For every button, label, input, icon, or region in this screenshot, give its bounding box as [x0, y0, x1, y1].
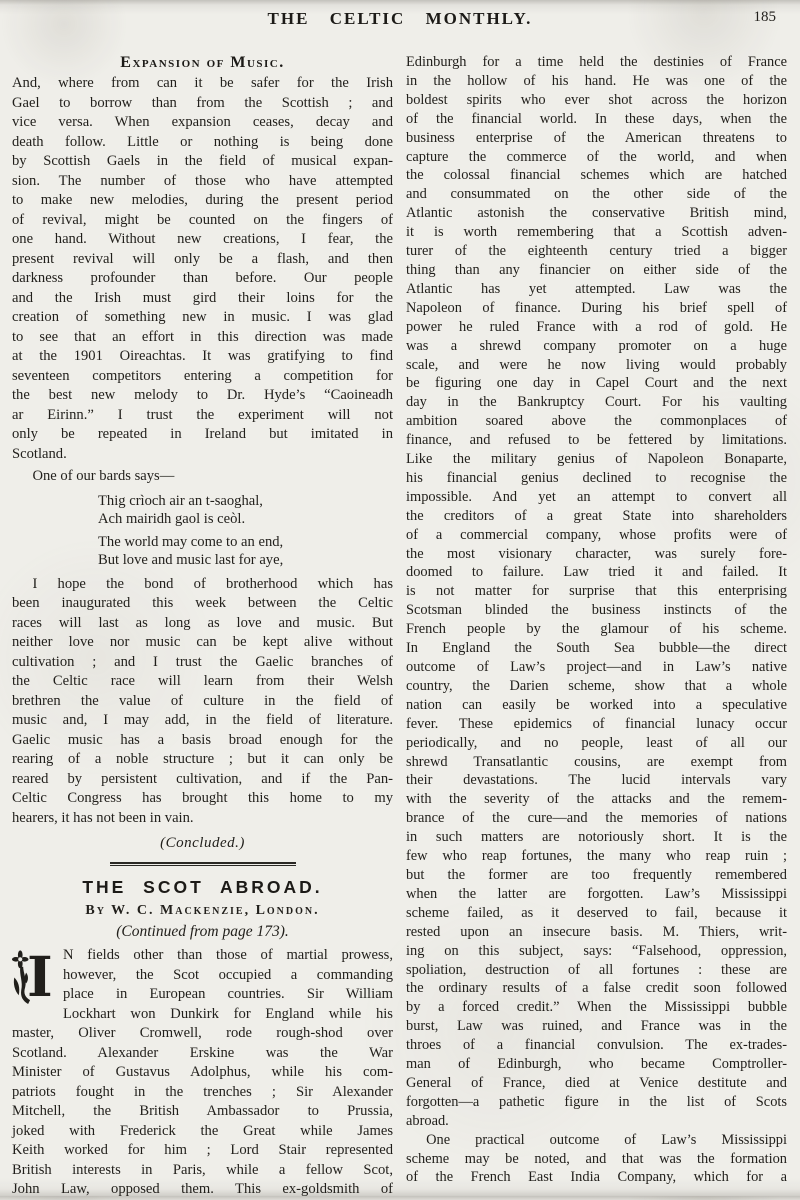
text-line: the creditors of a great State into shareholders — [406, 507, 787, 524]
text-line: turer of the eighteenth century tried a bigger — [406, 243, 787, 260]
text-line: But love and music last for aye, — [98, 551, 284, 568]
text-line: rested upon an insecure basis. M. Thiers, writ- — [406, 923, 787, 940]
text-line: country, the Darien scheme, show that a whole — [406, 677, 787, 694]
text-line: impossible. And yet an attempt to convert all — [406, 488, 787, 505]
text-line: when the latter are forgotten. Law’s Mississippi — [406, 885, 787, 902]
text-line: General of France, died at Venice destitute and — [406, 1074, 787, 1091]
text-line: of revival, might be counted on the fingers of — [12, 211, 393, 228]
text-line: abroad. — [406, 1112, 449, 1129]
text-line: is not matter for surprise that this enterprising — [406, 583, 787, 600]
page-number: 185 — [753, 9, 776, 25]
text-line: only be repeated in Ireland but imitated in — [12, 426, 393, 442]
text-line: the colossal financial schemes which are hatched — [406, 167, 787, 184]
text-line: Like the military genius of Napoleon Bonaparte, — [406, 451, 787, 468]
text-line: present revival will only be a flash, and then — [12, 250, 393, 267]
text-line: ambition soared above the commonplaces of — [406, 413, 787, 430]
text-line: Celtic Congress has brought this home to my — [12, 790, 393, 806]
text-line: The world may come to an end, — [98, 533, 284, 550]
text-line: by a forced credit.” When the Mississippi bubble — [406, 999, 787, 1016]
journal-title: THE CELTIC MONTHLY. — [267, 9, 533, 28]
text-line: Keith worked for him ; Lord Stair represented — [12, 1142, 393, 1158]
paragraph-scot-abroad-1 — [12, 946, 393, 1200]
text-line: Minister of Gustavus Adolphus, while his com- — [12, 1064, 393, 1080]
text-line: doomed to failure. Law tried it and failed. It — [406, 564, 787, 581]
paragraph-law-2 — [406, 1131, 787, 1188]
text-line: be figuring one day in Capel Court and the next — [406, 375, 787, 392]
article-title-the-scot-abroad: THE SCOT ABROAD. — [82, 877, 323, 897]
text-line: throes of a financial convulsion. The ex-trades- — [406, 1037, 787, 1054]
text-line: In England the South Sea bubble—the direct — [406, 640, 787, 657]
text-line: And, where from can it be safer for the Irish — [12, 75, 393, 91]
ornate-dropcap-initial — [12, 949, 56, 1006]
page-header — [0, 0, 800, 53]
text-line: and the Irish must gird their loins for the — [12, 289, 393, 306]
text-line: business enterprise of the American threatens to — [406, 129, 787, 146]
text-line: however, the Scot occupied a commanding — [63, 966, 393, 983]
text-line: place in European countries. Sir William — [63, 986, 393, 1002]
text-line: darkness profounder than before. Our people — [12, 270, 393, 286]
svg-text:I: I — [27, 949, 53, 1006]
text-line: scheme may be noted, and that was the formation — [406, 1150, 787, 1167]
text-line: Thig crìoch air an t-saoghal, — [98, 492, 263, 509]
text-line: capture the commerce of the world, and when — [406, 148, 787, 165]
text-line: music and, I may add, in the field of literature. — [12, 712, 393, 728]
text-line: N fields other than those of martial prowess, — [63, 947, 393, 963]
text-line: the most visionary character, was surely fore- — [406, 545, 787, 562]
text-line: Atlantic has yet attempted. Law was the — [406, 280, 787, 297]
text-line: forgotten—a pathetic figure in the list of Scots — [406, 1093, 787, 1110]
article-continuation-note: (Continued from page 173). — [116, 923, 289, 940]
text-line: been inaugurated this week between the Celtic — [12, 595, 393, 611]
text-line: to see that an effort in this direction was made — [12, 328, 393, 345]
text-line: Gael to borrow than from the Scottish ; and — [12, 94, 393, 111]
text-line: Lockhart won Dunkirk for England while his — [63, 1005, 393, 1022]
text-line: his financial genius declined to recognise the — [406, 469, 787, 486]
text-line: Gaelic music has a basis broad enough for the — [12, 731, 393, 748]
text-line: the best new melody to Dr. Hyde’s “Caoineadh — [12, 387, 393, 403]
text-line: burst, Law was ruined, and France was in the — [406, 1018, 787, 1035]
text-line: vice versa. When expansion ceases, decay and — [12, 114, 393, 130]
text-line: Scotland. — [12, 445, 67, 462]
text-line: ar Eirinn.” I trust the experiment will not — [12, 406, 393, 423]
text-line: hearers, it has not been in vain. — [12, 809, 194, 826]
paragraph-scot-abroad-lines — [12, 946, 393, 1200]
text-line: nation can easily be worked into a speculative — [406, 696, 787, 713]
text-line: Scotland. Alexander Erskine was the War — [12, 1044, 393, 1061]
text-line: at the 1901 Oireachtas. It was gratifying to find — [12, 348, 393, 364]
text-line: I hope the bond of brotherhood which has — [32, 575, 393, 592]
text-line: neither love nor music can be kept alive without — [12, 634, 393, 650]
bards-lead-in: One of our bards says— — [32, 468, 175, 484]
text-line: British interests in Paris, while a fellow Scot, — [12, 1161, 393, 1178]
text-line: ing on this subject, says: “Falsehood, oppression, — [406, 942, 787, 959]
text-line: finance, and refused to be fettered by limitations. — [406, 432, 787, 449]
text-line: One practical outcome of Law’s Mississippi — [426, 1131, 787, 1148]
text-line: scheme failed, as it deserved to fail, because it — [406, 904, 787, 921]
concluded-note: (Concluded.) — [160, 835, 245, 851]
text-line: their devastations. The lucid intervals vary — [406, 772, 787, 789]
text-line: it is worth remembering that a Scottish adven- — [406, 224, 787, 241]
paragraph-law-1 — [406, 53, 787, 1131]
text-line: boldest spirits who ever shot across the horizon — [406, 91, 787, 108]
text-line: and consummated on the other side of the — [406, 186, 787, 203]
text-line: death follow. Little or nothing is being done — [12, 133, 393, 150]
text-line: the Celtic race will learn from their Welsh — [12, 673, 393, 689]
text-line: reared by persistent cultivation, and if the Pan- — [12, 770, 393, 787]
verse-gaelic — [98, 492, 393, 528]
text-line: in such matters are notoriously short. It is the — [406, 829, 787, 846]
article-byline: By W. C. Mackenzie, London. — [85, 903, 320, 918]
text-line: was a shrewd company promoter on a huge — [406, 337, 787, 354]
text-line: joked with Frederick the Great while James — [12, 1122, 393, 1139]
text-line: shrewd Transatlantic cousins, are exempt from — [406, 753, 787, 770]
text-line: John Law, opposed them. This ex-goldsmith of — [12, 1181, 393, 1197]
text-line: Mitchell, the British Ambassador to Prussia, — [12, 1103, 393, 1119]
section-divider — [110, 862, 296, 866]
page-body — [0, 53, 800, 1200]
text-line: patriots fought in the trenches ; Sir Alexander — [12, 1083, 393, 1100]
text-line: cultivation ; and I trust the Gaelic branches of — [12, 653, 393, 670]
paragraph-expansion-2 — [12, 575, 393, 829]
text-line: fever. These epidemics of financial lunacy occur — [406, 715, 787, 732]
text-line: Atlantic astonish the conservative British mind, — [406, 205, 787, 222]
text-line: scale, and were he now living would probably — [406, 356, 787, 373]
text-line: outcome of Law’s project—and in Law’s native — [406, 659, 787, 675]
text-line: French people by the glamour of his scheme. — [406, 621, 787, 638]
text-line: brethren the value of culture in the field of — [12, 692, 393, 709]
column-left — [12, 53, 393, 1200]
text-line: the ordinary results of a false credit soon followed — [406, 980, 787, 997]
text-line: power he ruled France with a rod of gold. He — [406, 318, 787, 335]
text-line: rearing of a noble structure ; but it can only be — [12, 751, 393, 767]
text-line: in the hollow of his hand. He was one of the — [406, 72, 787, 89]
text-line: by Scottish Gaels in the field of musical expan- — [12, 153, 393, 169]
text-line: of a commercial company, whose profits were of — [406, 526, 787, 543]
text-line: of the financial world. In these days, when the — [406, 110, 787, 127]
text-line: brance of the cure—and the memories of nations — [406, 810, 787, 827]
verse-english-translation — [98, 533, 393, 569]
text-line: with the severity of the attacks and the remem- — [406, 791, 787, 808]
column-right — [406, 53, 787, 1200]
text-line: races will last as long as love and music. But — [12, 614, 393, 631]
text-line: seventeen competitors entering a competition for — [12, 367, 393, 384]
text-line: spoliation, destruction of all fortunes : these are — [406, 961, 787, 978]
floral-initial-icon — [12, 949, 56, 1006]
text-line: creation of something new in music. I was glad — [12, 309, 393, 325]
text-line: of the French East India Company, which for a — [406, 1169, 787, 1186]
text-line: Scotsman blinded the business instincts of the — [406, 602, 787, 619]
section-heading-expansion-of-music: Expansion of Music. — [120, 54, 285, 71]
text-line: but the former are too frequently remembered — [406, 866, 787, 883]
text-line: sion. The number of those who have attempted — [12, 172, 393, 189]
text-line: one hand. Without new creations, I fear, the — [12, 231, 393, 247]
text-line: thing than any financier on either side of the — [406, 261, 787, 278]
text-line: Edinburgh for a time held the destinies of France — [406, 54, 787, 70]
paragraph-expansion-1 — [12, 74, 393, 464]
text-line: periodically, and no people, least of all our — [406, 734, 787, 751]
text-line: Ach mairidh gaol is ceòl. — [98, 510, 246, 527]
text-line: master, Oliver Cromwell, rode rough-shod over — [12, 1025, 393, 1041]
text-line: Napoleon of finance. During his brief spell of — [406, 299, 787, 316]
text-line: man of Edinburgh, who became Comptroller- — [406, 1056, 787, 1073]
text-line: day in the Bankruptcy Court. For his vaulting — [406, 394, 787, 411]
text-line: to make new melodies, during the present period — [12, 192, 393, 208]
text-line: few who reap fortunes, the many who reap ruin ; — [406, 848, 787, 865]
